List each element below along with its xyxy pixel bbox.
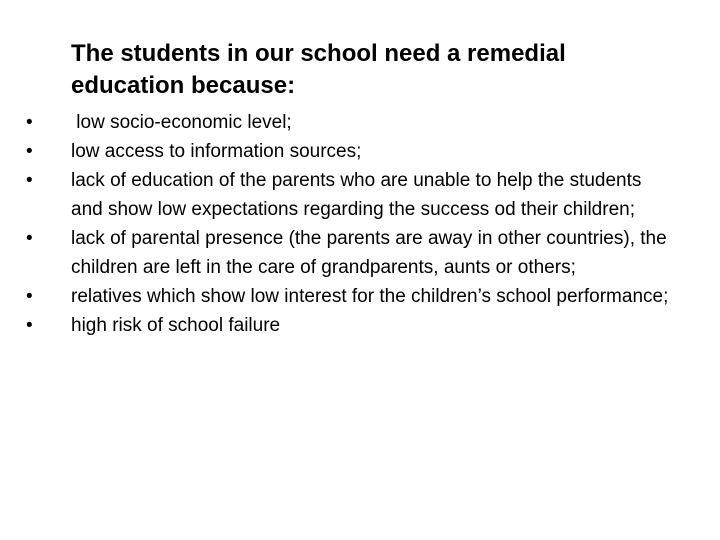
- bullet-dot-icon: •: [26, 228, 33, 249]
- bullet-dot-icon: •: [26, 286, 33, 307]
- bullet-text: low socio-economic level;: [71, 112, 292, 133]
- bullet-item: [0, 166, 720, 224]
- bullet-item: [0, 282, 720, 311]
- bullet-dot-icon: •: [26, 141, 33, 162]
- bullet-text: high risk of school failure: [71, 315, 281, 336]
- bullet-dot-icon: •: [26, 170, 33, 191]
- bullet-item: [0, 224, 720, 282]
- bullet-text: lack of education of the parents who are unable to help the students and show low expectations regarding the success od their children;: [71, 170, 642, 220]
- bullet-text: lack of parental presence (the parents are away in other countries), the children are left in the care of grandparents, aunts or others;: [71, 228, 667, 278]
- bullet-dot-icon: •: [26, 315, 33, 336]
- bullet-item: [0, 137, 720, 166]
- slide-title: The students in our school need a remedial education because:: [71, 40, 566, 99]
- bullet-item: [0, 311, 720, 340]
- bullet-dot-icon: •: [26, 112, 33, 133]
- bullet-item: [0, 108, 720, 137]
- bullet-text: relatives which show low interest for the children’s school performance;: [71, 286, 669, 307]
- bullet-text: low access to information sources;: [71, 141, 362, 162]
- bullet-list: [0, 108, 720, 340]
